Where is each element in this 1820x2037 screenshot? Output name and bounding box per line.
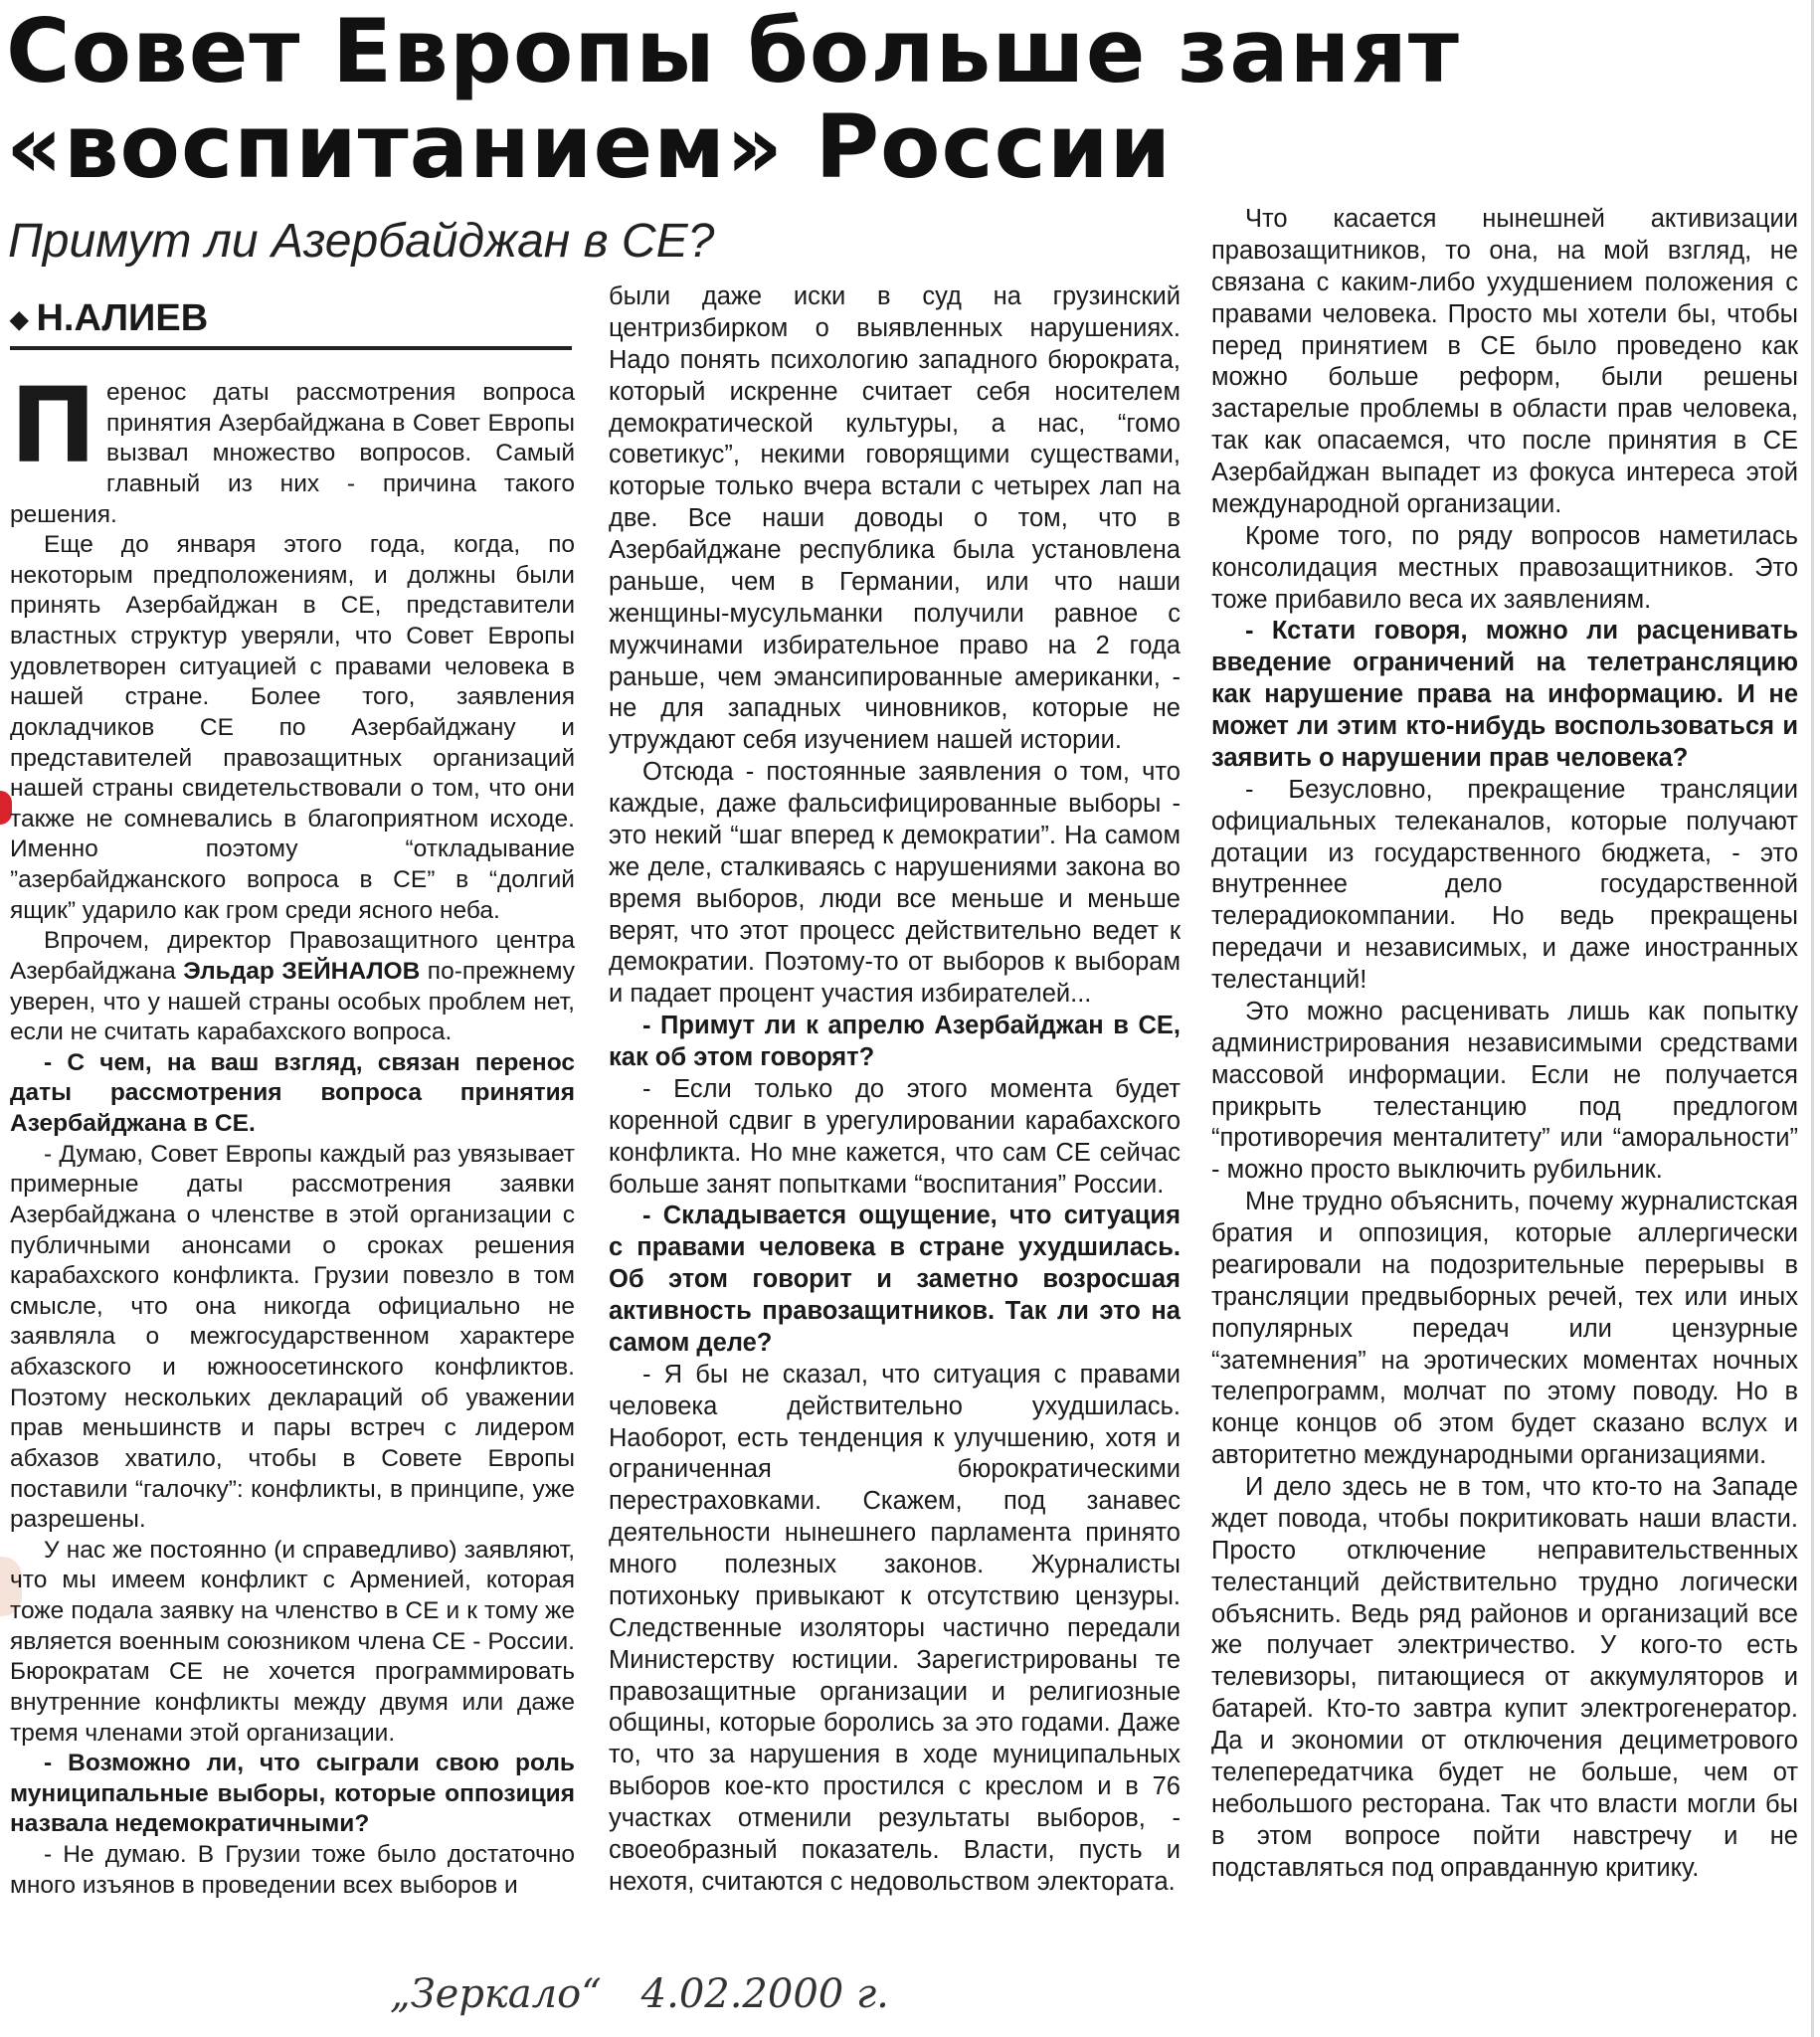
interview-answer: - Если только до этого момента будет коренной сдвиг в урегулировании карабахского конфликта. Но мне кажется, что сам СЕ сейчас больше занят попытками “воспитания” России. xyxy=(609,1074,1181,1199)
person-name: Эльдар ЗЕЙНАЛОВ xyxy=(183,957,421,985)
interview-answer: - Безусловно, прекращение трансляции официальных телеканалов, которые получают дотации из государственного бюджета, - это внутреннее дело государственной телерадиокомпании. Но ведь прекращены передачи и независимых, и даже иностранных телестанций! xyxy=(1211,775,1798,994)
source-date: 4.02.2000 г. xyxy=(640,1971,889,2017)
author-name: Н.АЛИЕВ xyxy=(36,297,209,339)
diamond-bullet-icon: ◆ xyxy=(10,305,29,333)
lead-text: еренос даты рассмотрения вопроса принятия Азербайджана в Совет Европы вызвал множество вопросов. Самый главный из них - причина такого решения. xyxy=(10,379,575,528)
drop-cap: П xyxy=(10,365,97,486)
lead-paragraph xyxy=(10,365,575,530)
paragraph: Что касается нынешней активизации правозащитников, то она, на мой взгляд, не связана с каким-либо ухудшением положения с правами человека. Просто мы хотели бы, чтобы перед принятием в СЕ было проведено как можно больше реформ, были решены застарелые проблемы в области прав человека, так как опасаемся, что после принятия в СЕ Азербайджан выпадет из фокуса интереса этой международной организации. xyxy=(1211,205,1798,518)
paragraph: И дело здесь не в том, что кто-то на Западе ждет повода, чтобы покритиковать наши власти. Просто отключение неправительственных телестанций действительно трудно логически объяснить. Ведь ряд районов и организаций все же получает электричество. У кого-то есть телевизоры, питающиеся от аккумуляторов и батарей. Кто-то завтра купит электрогенератор. Да и экономии от отключения дециметрового телепередатчика будет не больше, чем от небольшого ресторана. Так что власти могли бы в этом вопросе пойти навстречу и не подставляться под оправданную критику. xyxy=(1211,1473,1798,1882)
paragraph-text: Впрочем, директор Правозащитного центра Азербайджана xyxy=(10,927,575,985)
byline xyxy=(10,296,572,350)
paragraph xyxy=(10,926,575,1048)
interview-question: - Складывается ощущение, что ситуация с правами человека в стране ухудшилась. Об этом говорит и заметно возросшая активность правозащитников. Так ли это на самом деле? xyxy=(609,1202,1181,1357)
headline xyxy=(6,0,1796,198)
column-1 xyxy=(10,365,576,1901)
interview-answer: - Я бы не сказал, что ситуация с правами человека действительно ухудшилась. Наоборот, есть тенденция к улучшению, хотя и ограниченная бюрократическими перестраховками. Скажем, под занавес деятельности нынешнего парламента принято много полезных законов. Журналисты потихоньку привыкают к отсутствию цензуры. Следственные изоляторы частично передали Министерству юстиции. Зарегистрированы те правозащитные организации и религиозные общины, которые боролись за это годами. Даже то, что за нарушения в ходе муниципальных выборов кое-кто простился с креслом и в 76 участках отменили результаты выборов, - своеобразный показатель. Власти, пусть и нехотя, считаются с недовольством электората. xyxy=(609,1360,1181,1896)
interview-question: - Кстати говоря, можно ли расценивать введение ограничений на телетрансляцию как нарушение права на информацию. И не может ли этим кто-нибудь воспользоваться и заявить о нарушении прав человека? xyxy=(1211,617,1798,772)
paragraph: У нас же постоянно (и справедливо) заявляют, что мы имеем конфликт с Арменией, которая тоже подала заявку на членство в СЕ и к тому же является военным союзником члена СЕ - России. Бюрократам СЕ не хочется программировать внутренние конфликты между двумя или даже тремя членами этой организации. xyxy=(10,1536,575,1747)
interview-question: - С чем, на ваш взгляд, связан перенос даты рассмотрения вопроса принятия Азербайджана в СЕ. xyxy=(10,1048,575,1137)
paragraph: были даже иски в суд на грузинский центризбирком о выявленных нарушениях. Надо понять психологию западного бюрократа, который искренне считает себя носителем демократической культуры, а нас, “гомо советикус”, некими говорящими существами, которые только вчера встали с четырех лап на две. Все наши доводы о том, что в Азербайджане республика была установлена раньше, чем в Германии, или что наши женщины-мусульманки получили равное с мужчинами избирательное право на 2 года раньше, чем эмансипированные американки, - не для западных чиновников, которые не утруждают себя изучением нашей истории. xyxy=(609,282,1181,755)
paragraph-text: по-прежнему уверен, что у нашей страны особых проблем нет, если не считать карабахского вопроса. xyxy=(10,957,576,1046)
paragraph: Мне трудно объяснить, почему журналистская братия и оппозиция, которые аллергически реагировали на подозрительные перерывы в трансляции предвыборных речей, тех или иных популярных передач или цензурные “затемнения” на эротических моментах ночных телепрограмм, молчат по этому поводу. Но в конце концов об этом будет сказано вслух и авторитетно международными организациями. xyxy=(1211,1188,1798,1470)
scan-edge xyxy=(1811,0,1814,2037)
interview-answer: - Не думаю. В Грузии тоже было достаточно много изъянов в проведении всех выборов и xyxy=(10,1841,575,1899)
interview-question: - Примут ли к апрелю Азербайджан в СЕ, как об этом говорят? xyxy=(609,1012,1181,1071)
paragraph: Это можно расценивать лишь как попытку администрирования независимыми средствами массовой информации. Если не получается прикрыть телестанцию под предлогом “противоречия менталитету” или “аморальности” - можно просто выключить рубильник. xyxy=(1211,997,1798,1185)
interview-question: - Возможно ли, что сыграли свою роль муниципальные выборы, которые оппозиция назвала недемократичными? xyxy=(10,1750,575,1838)
subheadline: Примут ли Азербайджан в СЕ? xyxy=(8,215,715,268)
column-3 xyxy=(1211,204,1798,1884)
headline-line-1: Совет Европы больше занят xyxy=(6,0,1460,102)
paragraph: Отсюда - постоянные заявления о том, что каждые, даже фальсифицированные выборы - это некий “шаг вперед к демократии”. На самом же деле, сталкиваясь с нарушениями закона во время выборов, люди все меньше и меньше верят, что этот процесс действительно ведет к демократии. Поэтому-то от выборов к выборам и падает процент участия избирателей... xyxy=(609,758,1181,1009)
paragraph: Кроме того, по ряду вопросов наметилась консолидация местных правозащитников. Это тоже прибавило веса их заявлениям. xyxy=(1211,521,1798,614)
source-name: „Зеркало“ xyxy=(390,1971,602,2017)
column-2 xyxy=(609,281,1181,1899)
headline-line-2: «воспитанием» России xyxy=(6,95,1173,198)
paragraph: Еще до января этого года, когда, по некоторым предположениям, и должны были принять Азербайджан в СЕ, представители властных структур уверяли, что Совет Европы удовлетворен ситуацией с правами человека в нашей стране. Более того, заявления докладчиков СЕ по Азербайджану и представителей правозащитных организаций нашей страны свидетельствовали о том, что они также не сомневались в благоприятном исходе. Именно поэтому “откладывание ”азербайджанского вопроса в СЕ” в “долгий ящик” ударило как гром среди ясного неба. xyxy=(10,531,575,924)
handwritten-source-note xyxy=(390,1971,929,2017)
interview-answer: - Думаю, Совет Европы каждый раз увязывает примерные даты рассмотрения заявки Азербайджана о членстве в этой организации с публичными анонсами о сроках решения карабахского конфликта. Грузии повезло в том смысле, что она никогда официально не заявляла о межгосударственном характере абхазского и южноосетинского конфликтов. Поэтому нескольких деклараций об уважении прав меньшинств и пары встреч с лидером абхазов хватило, чтобы в Совете Европы поставили “галочку”: конфликты, в принципе, уже разрешены. xyxy=(10,1140,575,1534)
